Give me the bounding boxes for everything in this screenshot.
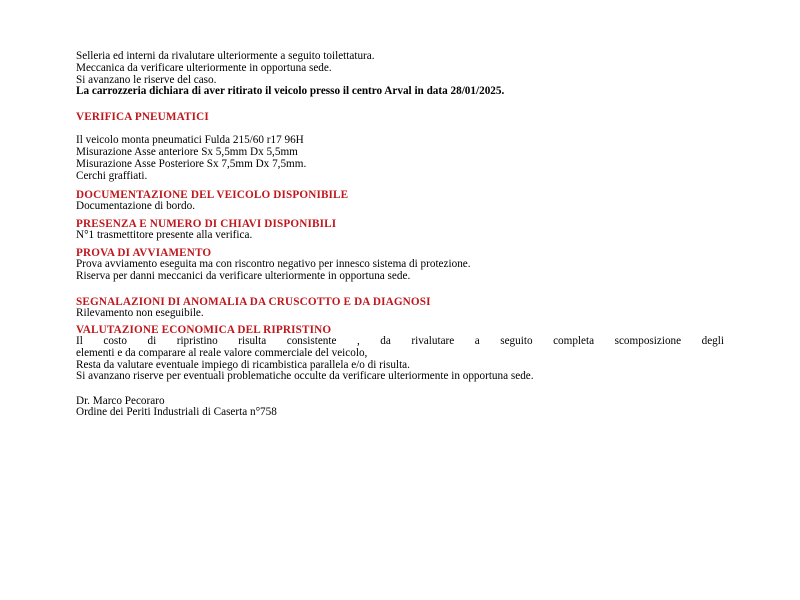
chiavi-line-1: N°1 trasmettitore presente alla verifica. [76,229,253,241]
valutazione-line-2: elementi e da comparare al reale valore commerciale del veicolo, [76,347,368,359]
pneumatici-line-4: Cerchi graffiati. [76,170,148,182]
pneumatici-line-1: Il veicolo monta pneumatici Fulda 215/60 r17 96H [76,134,304,146]
signature-title: Ordine dei Periti Industriali di Caserta n°758 [76,406,277,418]
valutazione-line-3: Resta da valutare eventuale impiego di ricambistica parallela e/o di risulta. [76,359,410,371]
avviamento-line-2: Riserva per danni meccanici da verificare ulteriormente in opportuna sede. [76,270,411,282]
intro-line-4: La carrozzeria dichiara di aver ritirato il veicolo presso il centro Arval in data 28/01/2025. [76,85,505,97]
heading-segnalazioni: SEGNALAZIONI DI ANOMALIA DA CRUSCOTTO E DA DIAGNOSI [76,296,431,308]
intro-line-1: Selleria ed interni da rivalutare ulteriormente a seguito toilettatura. [76,50,375,62]
heading-documentazione: DOCUMENTAZIONE DEL VEICOLO DISPONIBILE [76,189,349,201]
segnalazioni-line-1: Rilevamento non eseguibile. [76,307,204,319]
pneumatici-line-3: Misurazione Asse Posteriore Sx 7,5mm Dx 7,5mm. [76,158,307,170]
heading-valutazione: VALUTAZIONE ECONOMICA DEL RIPRISTINO [76,324,332,336]
pneumatici-line-2: Misurazione Asse anteriore Sx 5,5mm Dx 5,5mm [76,146,298,158]
heading-verifica-pneumatici: VERIFICA PNEUMATICI [76,111,209,123]
intro-line-2: Meccanica da verificare ulteriormente in opportuna sede. [76,62,332,74]
intro-line-3: Si avanzano le riserve del caso. [76,74,217,86]
heading-chiavi: PRESENZA E NUMERO DI CHIAVI DISPONIBILI [76,218,337,230]
avviamento-line-1: Prova avviamento eseguita ma con riscontro negativo per innesco sistema di protezione. [76,258,471,270]
valutazione-line-1: Il costo di ripristino risulta consistente , da rivalutare a seguito completa scomposizione degli [76,335,724,347]
signature-name: Dr. Marco Pecoraro [76,395,165,407]
documentazione-line-1: Documentazione di bordo. [76,200,195,212]
heading-avviamento: PROVA DI AVVIAMENTO [76,247,212,259]
valutazione-line-4: Si avanzano riserve per eventuali problematiche occulte da verificare ulteriormente in opportuna sede. [76,370,534,382]
